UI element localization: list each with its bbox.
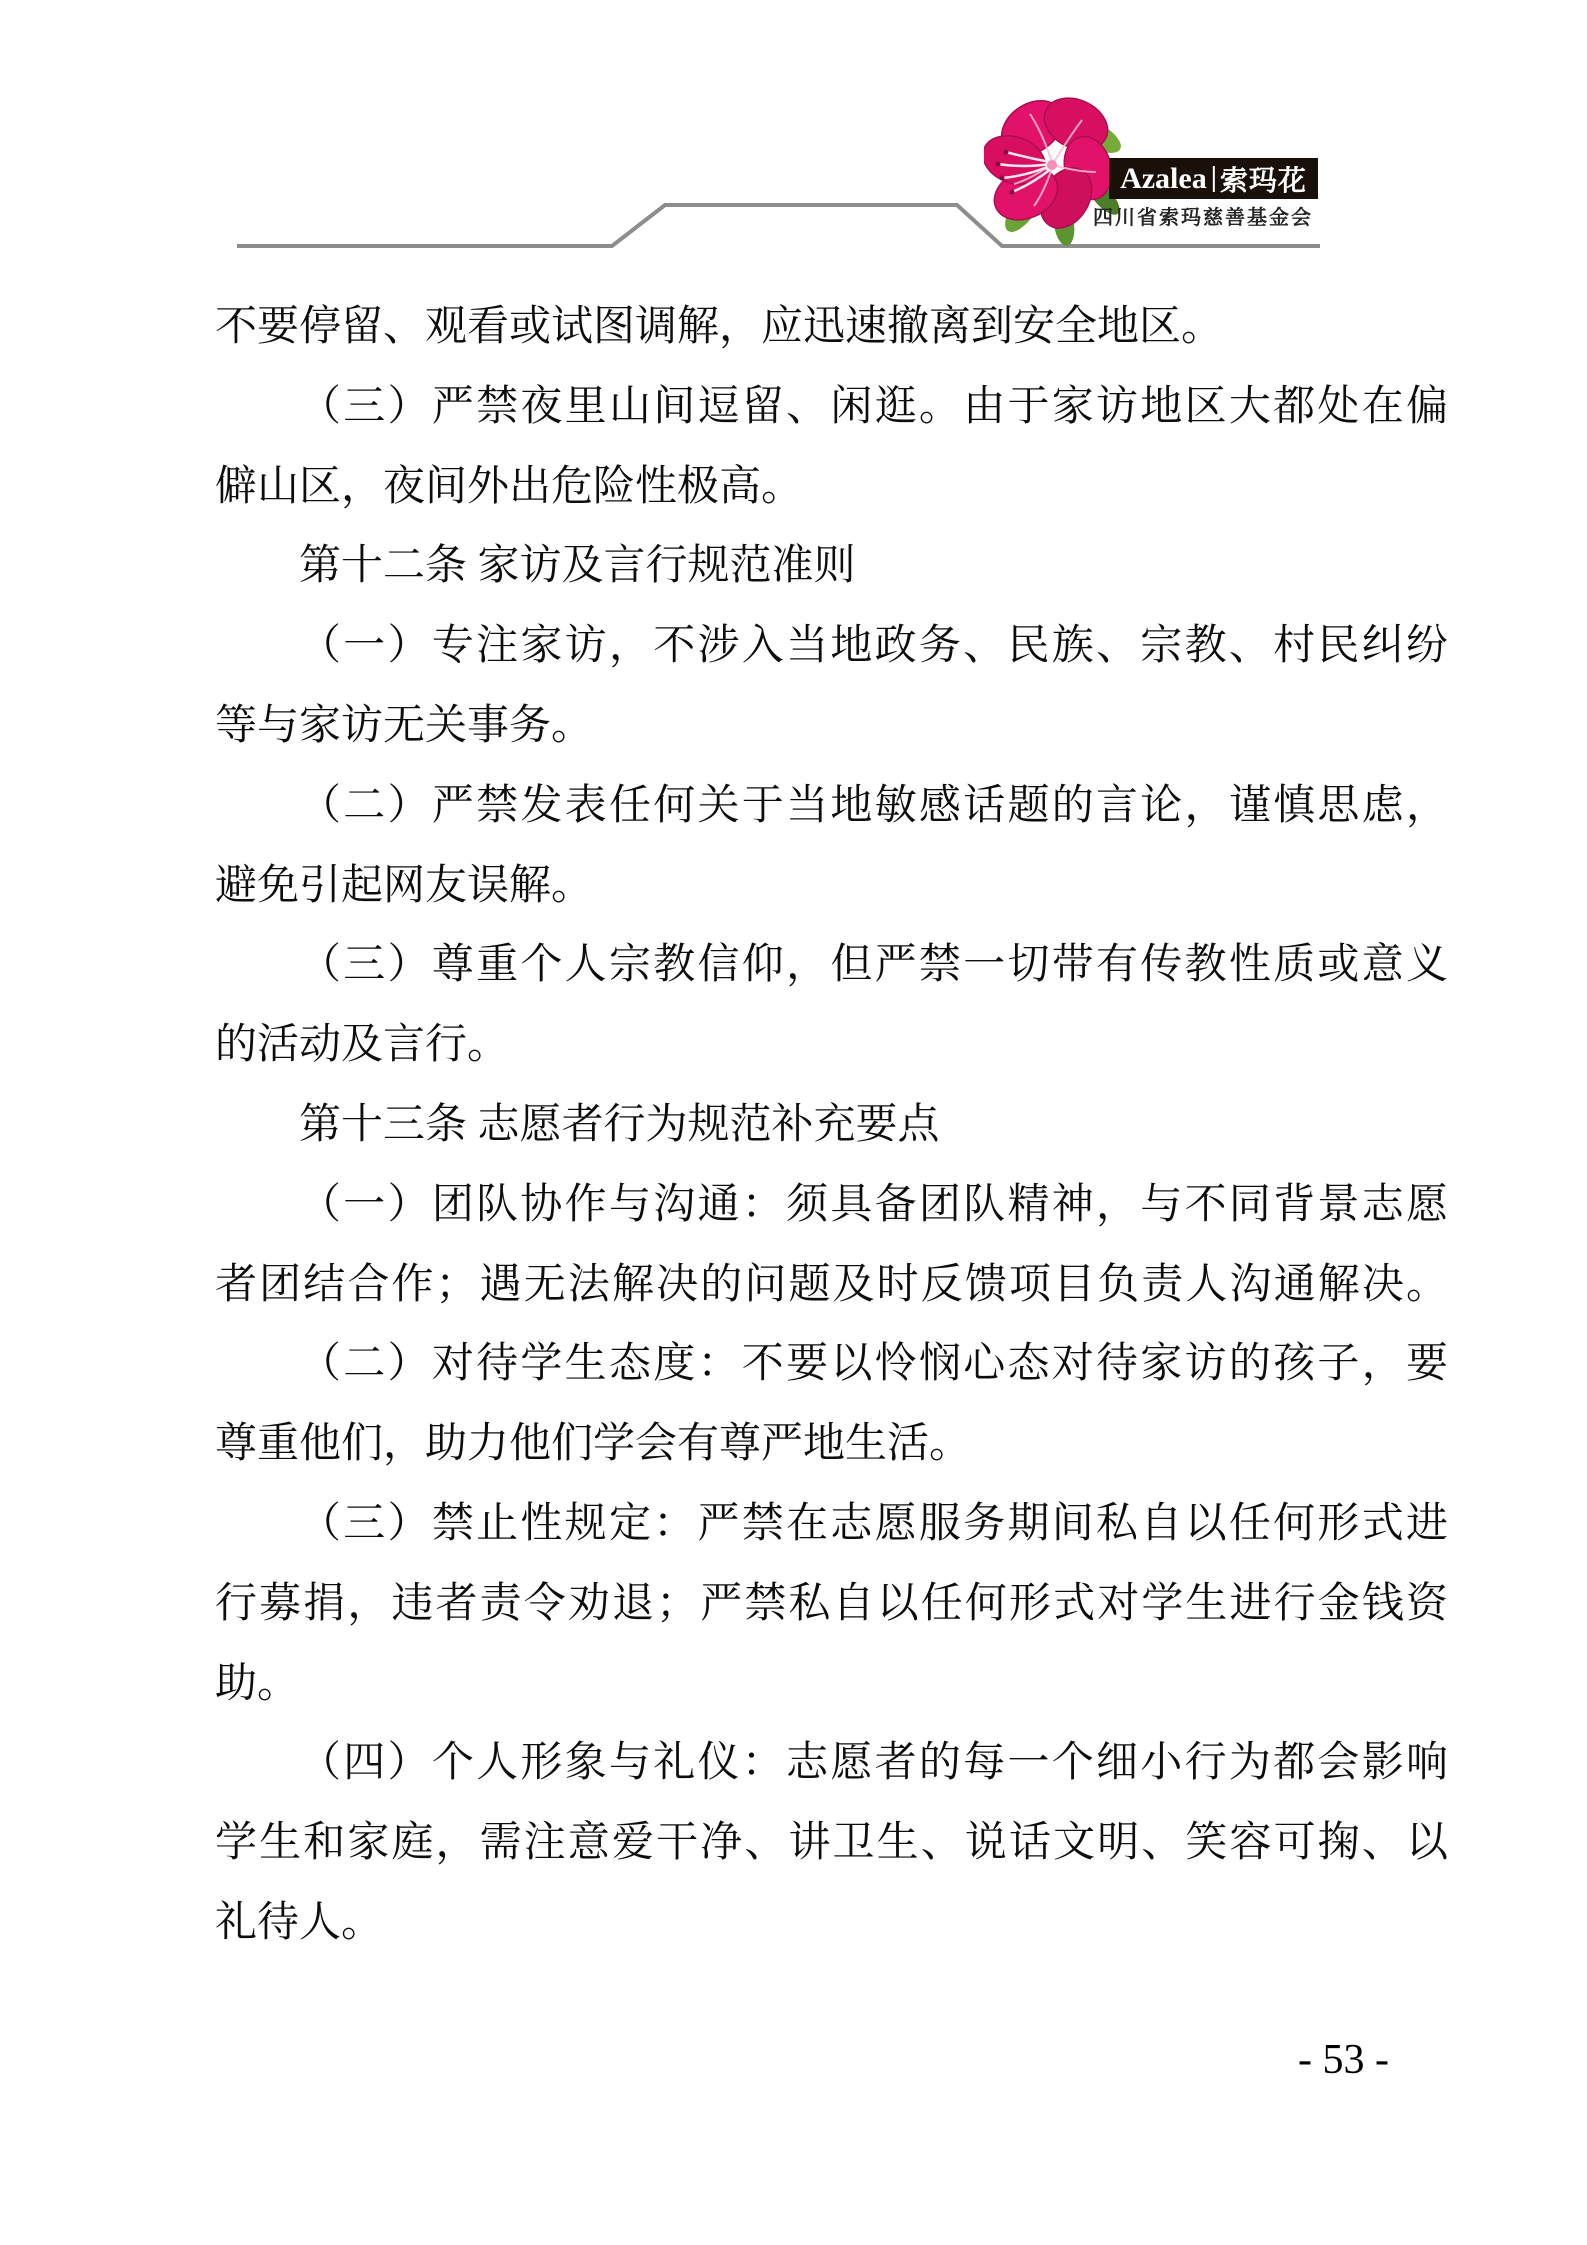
text-line: 者团结合作；遇无法解决的问题及时反馈项目负责人沟通解决。 — [215, 1261, 1448, 1308]
logo-divider: | — [1210, 161, 1217, 193]
text-line: （三）尊重个人宗教信仰，但严禁一切带有传教性质或意义 — [299, 942, 1448, 989]
organization-name: 四川省索玛慈善基金会 — [1093, 207, 1313, 229]
text-line: （一）团队协作与沟通：须具备团队精神，与不同背景志愿 — [299, 1181, 1448, 1228]
text-line: （一）专注家访，不涉入当地政务、民族、宗教、村民纠纷 — [299, 623, 1448, 670]
text-line: 第十三条 志愿者行为规范补充要点 — [299, 1101, 940, 1148]
text-line: 礼待人。 — [215, 1899, 384, 1946]
text-line: 第十二条 家访及言行规范准则 — [299, 543, 856, 590]
text-line: 等与家访无关事务。 — [215, 702, 594, 749]
text-line: （四）个人形象与礼仪：志愿者的每一个细小行为都会影响 — [299, 1740, 1448, 1787]
text-line: 行募捐，违者责令劝退；严禁私自以任何形式对学生进行金钱资 — [215, 1580, 1448, 1627]
document-body — [215, 288, 1448, 1964]
text-line: 助。 — [215, 1660, 300, 1707]
text-line: 不要停留、观看或试图调解，应迅速撤离到安全地区。 — [215, 304, 1224, 350]
text-line: 的活动及言行。 — [215, 1022, 510, 1069]
foundation-logo — [1109, 158, 1318, 199]
header-decorative-line — [0, 0, 1587, 270]
text-line: 尊重他们，助力他们学会有尊严地生活。 — [215, 1421, 972, 1468]
text-line: 学生和家庭，需注意爱干净、讲卫生、说话文明、笑容可掬、以 — [215, 1820, 1448, 1867]
text-line: （三）严禁夜里山间逗留、闲逛。由于家访地区大都处在偏 — [299, 383, 1448, 430]
text-line: （二）严禁发表任何关于当地敏感话题的言论，谨慎思虑， — [299, 782, 1448, 829]
text-line: 避免引起网友误解。 — [215, 862, 594, 909]
logo-text-en: Azalea — [1120, 161, 1207, 195]
text-line: 僻山区，夜间外出危险性极高。 — [215, 463, 804, 510]
logo-text-cn: 索玛花 — [1219, 165, 1307, 197]
text-line: （二）对待学生态度：不要以怜悯心态对待家访的孩子，要 — [299, 1341, 1448, 1388]
text-line: （三）禁止性规定：严禁在志愿服务期间私自以任何形式进 — [299, 1500, 1448, 1547]
page-number: - 53 - — [1298, 2037, 1389, 2083]
